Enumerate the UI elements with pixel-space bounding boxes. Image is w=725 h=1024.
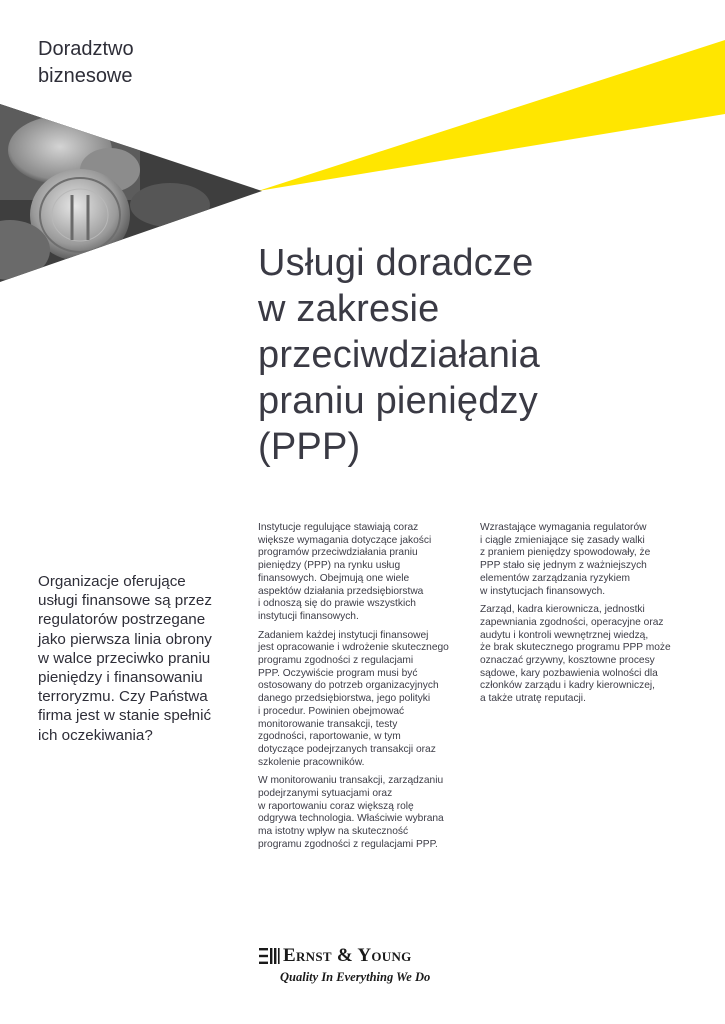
- coins-photo: [0, 100, 270, 290]
- page-title: Usługi doradcze w zakresie przeciwdziałania praniu pieniędzy (PPP): [258, 242, 541, 468]
- intro-lead: Organizacje oferujące usługi finansowe są przez regulatorów postrzegane jako pierwsza linia obrony w walce przeciwko praniu pieniędzy i finansowaniu terroryzmu. Czy Państwa firma jest w stanie spełnić ich oczekiwania?: [38, 573, 212, 744]
- yellow-beam: [258, 40, 725, 191]
- paragraph: Wzrastające wymagania regulatorów i ciągle zmieniające się zasady walki z praniem pieniędzy spowodowały, że PPP stało się jednym z ważniejszych elementów zarządzania ryzykiem w instytucjach finansowych.: [480, 522, 651, 597]
- paragraph: Zarząd, kadra kierownicza, jednostki zapewniania zgodności, operacyjne oraz audytu i kontroli wewnętrznej wiedzą, że brak skutecznego programu PPP może oznaczać grzywny, kosztowne procesy sądowe, kary pozbawienia wolności dla członków zarządu i kadry kierowniczej, a także utratę reputacji.: [480, 604, 671, 705]
- logo-name: Ernst & Young: [283, 945, 412, 966]
- text-column-2: [480, 522, 695, 712]
- paragraph: W monitorowaniu transakcji, zarządzaniu podejrzanymi sytuacjami oraz w raportowaniu coraz większą rolę odgrywa technologia. Właściwie wybrana ma istotny wpływ na skuteczność programu zgodności z regulacjami PPP.: [258, 775, 444, 850]
- paragraph: Zadaniem każdej instytucji finansowej jest opracowanie i wdrożenie skutecznego programu zgodności z regulacjami PPP. Oczywiście program musi być ostosowany do potrzeb organizacyjnych danego przedsiębiorstwa, jego polityki i procedur. Powinien obejmować monitorowanie transakcji, testy zgodności, raportowanie, w tym dotyczące podejrzanych transakcji oraz szkolenie pracowników.: [258, 629, 449, 768]
- text-column-1: [258, 522, 466, 858]
- company-logo: [258, 944, 448, 985]
- paragraph: Instytucje regulujące stawiają coraz większe wymagania dotyczące jakości programów przeciwdziałania praniu pieniędzy (PPP) na rynku usług finansowych. Obejmują one wiele aspektów działania przedsiębiorstwa i odnoszą się do prawie wszystkich instytucji finansowych.: [258, 522, 432, 622]
- ey-logo-mark-icon: [258, 946, 280, 966]
- category-label: Doradztwo biznesowe: [38, 38, 134, 87]
- logo-tagline: Quality In Everything We Do: [280, 970, 431, 984]
